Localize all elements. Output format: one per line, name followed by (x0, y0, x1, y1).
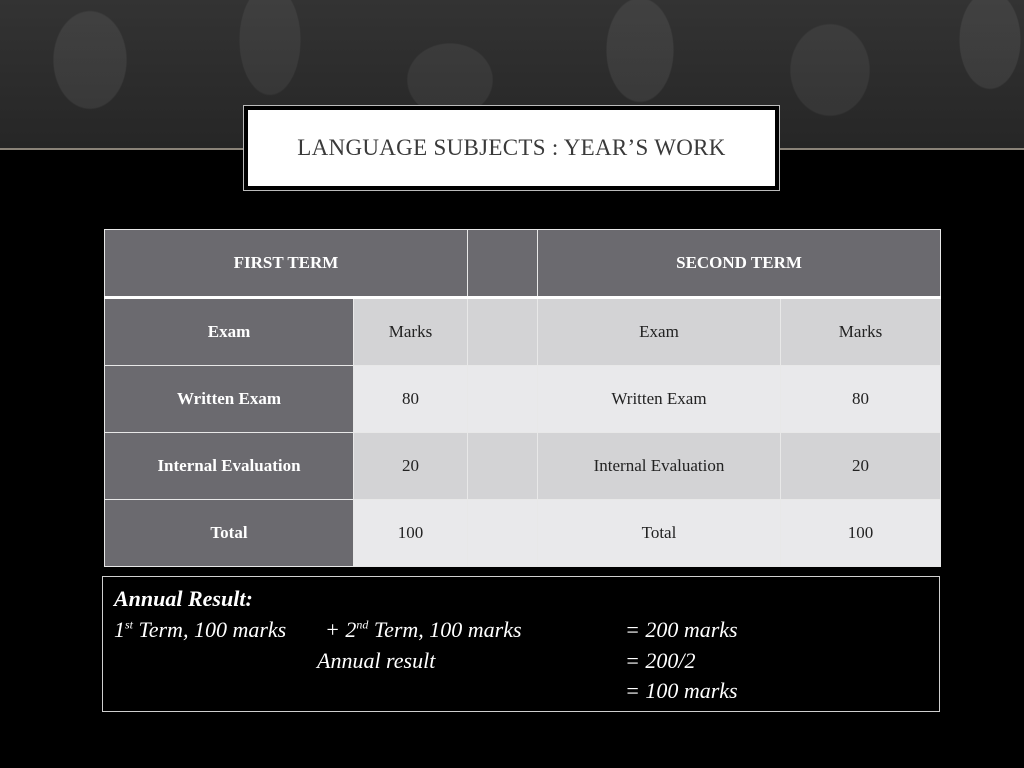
second-exam-cell: Written Exam (538, 366, 781, 433)
first-marks-cell: 20 (354, 433, 468, 500)
spacer-cell (468, 500, 538, 567)
slide-title: LANGUAGE SUBJECTS : YEAR’S WORK (248, 110, 775, 186)
second-term-header: SECOND TERM (538, 230, 941, 298)
final-value: = 100 marks (625, 678, 738, 703)
first-exam-cell: Exam (105, 298, 354, 366)
marks-table (104, 229, 941, 567)
table-row (105, 433, 941, 500)
annual-result-box (102, 576, 940, 712)
sum-value: = 200 marks (625, 617, 738, 642)
first-exam-cell: Total (105, 500, 354, 567)
first-marks-cell: Marks (354, 298, 468, 366)
second-term-prefix: + 2 (325, 617, 357, 642)
first-term-text: Term, 100 marks (133, 617, 287, 642)
first-marks-cell: 80 (354, 366, 468, 433)
table-row (105, 298, 941, 366)
spacer-cell (468, 298, 538, 366)
second-exam-cell: Internal Evaluation (538, 433, 781, 500)
table-row (105, 366, 941, 433)
annual-result-heading: Annual Result: (114, 586, 253, 611)
second-marks-cell: Marks (781, 298, 941, 366)
title-frame (243, 105, 780, 191)
first-exam-cell: Internal Evaluation (105, 433, 354, 500)
table-row (105, 500, 941, 567)
second-marks-cell: 20 (781, 433, 941, 500)
second-exam-cell: Total (538, 500, 781, 567)
first-term-suffix: st (125, 617, 134, 632)
first-term-number: 1 (114, 617, 125, 642)
spacer-cell (468, 366, 538, 433)
first-term-header: FIRST TERM (105, 230, 468, 298)
division-value: = 200/2 (625, 648, 696, 673)
second-term-expression (325, 617, 522, 643)
second-term-text: Term, 100 marks (368, 617, 522, 642)
table-header-row (105, 230, 941, 298)
second-marks-cell: 80 (781, 366, 941, 433)
second-term-suffix: nd (356, 617, 369, 632)
first-exam-cell: Written Exam (105, 366, 354, 433)
first-marks-cell: 100 (354, 500, 468, 567)
second-marks-cell: 100 (781, 500, 941, 567)
spacer-cell (468, 230, 538, 298)
annual-result-label: Annual result (317, 648, 436, 673)
first-term-expression (114, 617, 286, 643)
second-exam-cell: Exam (538, 298, 781, 366)
spacer-cell (468, 433, 538, 500)
